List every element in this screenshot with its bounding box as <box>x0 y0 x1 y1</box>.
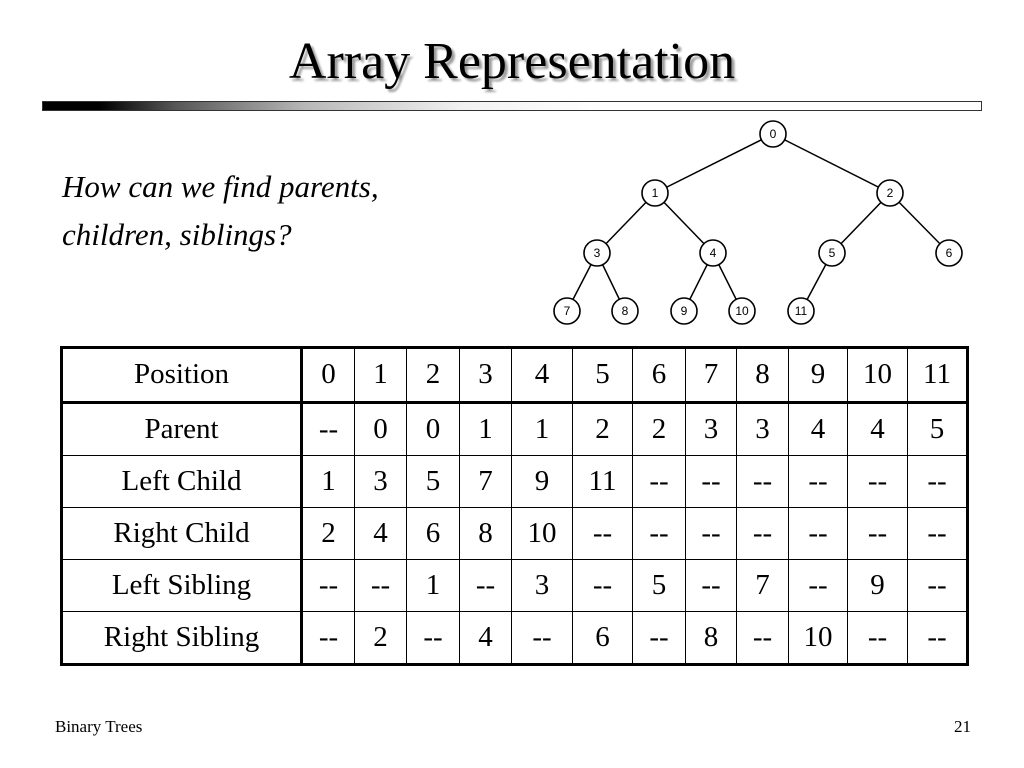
table-cell: -- <box>908 559 968 611</box>
table-cell: 8 <box>460 508 512 560</box>
row-label: Left Child <box>62 456 302 508</box>
footer-title: Binary Trees <box>55 717 143 736</box>
table-cell: -- <box>686 508 737 560</box>
table-cell: 11 <box>573 456 633 508</box>
table-cell: 3 <box>355 456 407 508</box>
table-cell: 7 <box>460 456 512 508</box>
position-cell: 10 <box>848 348 908 403</box>
slide-title: Array Representation <box>288 33 736 90</box>
question-line-2: children, siblings? <box>62 217 292 252</box>
position-cell: 1 <box>355 348 407 403</box>
tree-node-label: 7 <box>563 304 571 318</box>
table-cell: 10 <box>789 611 848 664</box>
table-cell: 3 <box>512 559 573 611</box>
position-cell: 6 <box>633 348 686 403</box>
table-body <box>62 348 968 665</box>
tree-node-0 <box>760 121 786 147</box>
table-row <box>62 559 968 611</box>
table-cell: -- <box>848 456 908 508</box>
table-cell: -- <box>633 456 686 508</box>
table-cell: -- <box>789 456 848 508</box>
row-label: Position <box>62 348 302 403</box>
position-cell: 5 <box>573 348 633 403</box>
table-row <box>62 456 968 508</box>
tree-node-label: 9 <box>680 304 688 318</box>
table-cell: 4 <box>848 402 908 455</box>
table-cell: -- <box>789 559 848 611</box>
title-divider <box>42 101 982 111</box>
array-representation-table <box>60 346 969 666</box>
table-cell: -- <box>686 559 737 611</box>
row-label: Right Child <box>62 508 302 560</box>
table-cell: -- <box>573 559 633 611</box>
table-cell: 1 <box>302 456 355 508</box>
tree-node-11 <box>788 298 814 324</box>
tree-node-label: 11 <box>794 304 808 318</box>
position-cell: 7 <box>686 348 737 403</box>
table-cell: -- <box>355 559 407 611</box>
table-cell: 4 <box>460 611 512 664</box>
table-cell: 4 <box>789 402 848 455</box>
table-cell: -- <box>302 402 355 455</box>
position-cell: 4 <box>512 348 573 403</box>
table-cell: 5 <box>407 456 460 508</box>
tree-node-label: 3 <box>593 246 601 260</box>
table-cell: -- <box>460 559 512 611</box>
position-cell: 3 <box>460 348 512 403</box>
row-label: Left Sibling <box>62 559 302 611</box>
position-cell: 2 <box>407 348 460 403</box>
table-row <box>62 508 968 560</box>
table-cell: -- <box>302 559 355 611</box>
tree-node-7 <box>554 298 580 324</box>
table-cell: -- <box>908 456 968 508</box>
tree-node-2 <box>877 180 903 206</box>
table-row <box>62 611 968 664</box>
tree-node-label: 0 <box>769 127 777 141</box>
tree-node-label: 1 <box>651 186 659 200</box>
table-cell: 9 <box>848 559 908 611</box>
table-cell: 2 <box>633 402 686 455</box>
table-cell: -- <box>908 611 968 664</box>
table-cell: -- <box>633 508 686 560</box>
table-cell: 8 <box>686 611 737 664</box>
tree-node-10 <box>729 298 755 324</box>
table-cell: -- <box>848 611 908 664</box>
tree-node-8 <box>612 298 638 324</box>
table-cell: -- <box>737 508 789 560</box>
position-cell: 11 <box>908 348 968 403</box>
question-text <box>62 163 522 259</box>
tree-node-label: 8 <box>621 304 629 318</box>
tree-node-label: 4 <box>709 246 717 260</box>
table-cell: -- <box>512 611 573 664</box>
table-cell: -- <box>737 456 789 508</box>
position-cell: 9 <box>789 348 848 403</box>
tree-node-5 <box>819 240 845 266</box>
table-row <box>62 402 968 455</box>
table-cell: -- <box>737 611 789 664</box>
table-cell: 2 <box>302 508 355 560</box>
tree-node-4 <box>700 240 726 266</box>
table-cell: 1 <box>407 559 460 611</box>
table-cell: -- <box>407 611 460 664</box>
table-cell: 6 <box>573 611 633 664</box>
table-cell: -- <box>302 611 355 664</box>
table-header-row <box>62 348 968 403</box>
position-cell: 0 <box>302 348 355 403</box>
table-cell: -- <box>573 508 633 560</box>
table-cell: 6 <box>407 508 460 560</box>
tree-node-label: 6 <box>945 246 953 260</box>
table-cell: 4 <box>355 508 407 560</box>
tree-edges <box>567 134 949 311</box>
table-cell: 2 <box>355 611 407 664</box>
table-cell: 5 <box>633 559 686 611</box>
tree-node-3 <box>584 240 610 266</box>
tree-node-label: 5 <box>828 246 836 260</box>
tree-node-9 <box>671 298 697 324</box>
row-label: Right Sibling <box>62 611 302 664</box>
table-cell: 9 <box>512 456 573 508</box>
table-cell: -- <box>633 611 686 664</box>
row-label: Parent <box>62 402 302 455</box>
table-cell: 2 <box>573 402 633 455</box>
question-line-1: How can we find parents, <box>62 169 379 204</box>
table-cell: -- <box>686 456 737 508</box>
tree-node-label: 10 <box>735 304 749 318</box>
table-cell: 0 <box>355 402 407 455</box>
table-cell: -- <box>789 508 848 560</box>
table-cell: 10 <box>512 508 573 560</box>
table-cell: 0 <box>407 402 460 455</box>
tree-node-label: 2 <box>886 186 894 200</box>
table-cell: 3 <box>737 402 789 455</box>
table-cell: 1 <box>460 402 512 455</box>
table-cell: 1 <box>512 402 573 455</box>
table-cell: -- <box>908 508 968 560</box>
table-cell: 3 <box>686 402 737 455</box>
table-cell: 5 <box>908 402 968 455</box>
page-number: 21 <box>954 717 971 736</box>
table-cell: -- <box>848 508 908 560</box>
table-cell: 7 <box>737 559 789 611</box>
binary-tree-diagram <box>540 112 980 332</box>
tree-node-6 <box>936 240 962 266</box>
position-cell: 8 <box>737 348 789 403</box>
tree-node-1 <box>642 180 668 206</box>
